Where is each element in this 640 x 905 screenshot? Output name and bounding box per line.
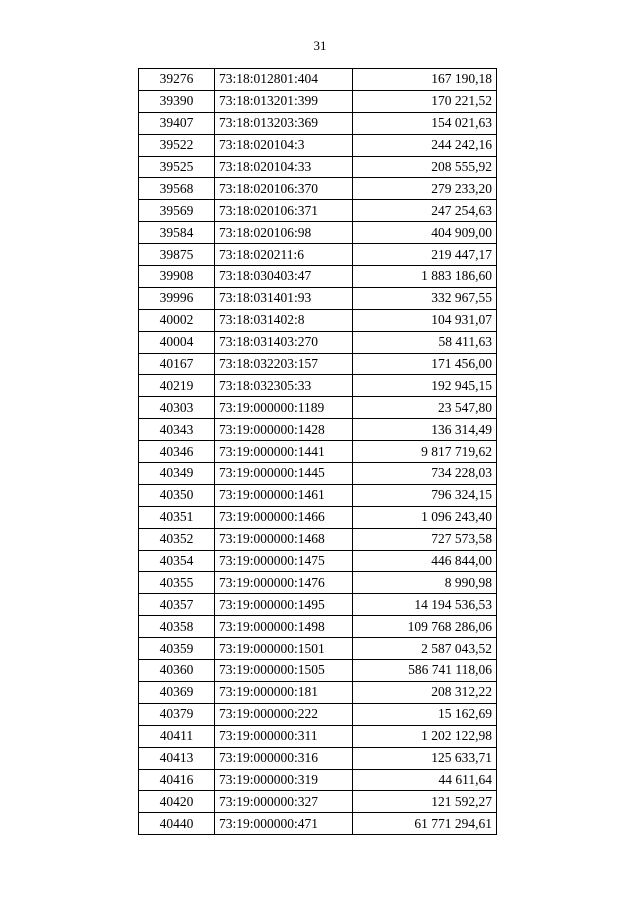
row-number-cell: 39569 bbox=[139, 200, 215, 222]
cadastral-number-cell: 73:18:020104:3 bbox=[215, 134, 353, 156]
cadastral-number-cell: 73:19:000000:1501 bbox=[215, 638, 353, 660]
table-row bbox=[139, 791, 497, 813]
cadastral-value-cell: 104 931,07 bbox=[353, 309, 497, 331]
cadastral-number-cell: 73:19:000000:319 bbox=[215, 769, 353, 791]
cadastral-number-cell: 73:19:000000:316 bbox=[215, 747, 353, 769]
table-row bbox=[139, 594, 497, 616]
cadastral-value-cell: 586 741 118,06 bbox=[353, 660, 497, 682]
row-number-cell: 40413 bbox=[139, 747, 215, 769]
table-row bbox=[139, 397, 497, 419]
cadastral-value-cell: 154 021,63 bbox=[353, 112, 497, 134]
cadastral-value-cell: 171 456,00 bbox=[353, 353, 497, 375]
cadastral-number-cell: 73:19:000000:1466 bbox=[215, 506, 353, 528]
table-row bbox=[139, 441, 497, 463]
row-number-cell: 40343 bbox=[139, 419, 215, 441]
cadastral-value-cell: 208 555,92 bbox=[353, 156, 497, 178]
row-number-cell: 40346 bbox=[139, 441, 215, 463]
cadastral-number-cell: 73:18:032305:33 bbox=[215, 375, 353, 397]
cadastral-number-cell: 73:18:020106:370 bbox=[215, 178, 353, 200]
cadastral-value-cell: 796 324,15 bbox=[353, 484, 497, 506]
table-row bbox=[139, 660, 497, 682]
cadastral-value-cell: 167 190,18 bbox=[353, 69, 497, 91]
cadastral-value-cell: 58 411,63 bbox=[353, 331, 497, 353]
row-number-cell: 40360 bbox=[139, 660, 215, 682]
row-number-cell: 40303 bbox=[139, 397, 215, 419]
table-row bbox=[139, 309, 497, 331]
table-row bbox=[139, 506, 497, 528]
cadastral-value-cell: 14 194 536,53 bbox=[353, 594, 497, 616]
cadastral-value-cell: 15 162,69 bbox=[353, 703, 497, 725]
cadastral-number-cell: 73:19:000000:311 bbox=[215, 725, 353, 747]
cadastral-value-cell: 247 254,63 bbox=[353, 200, 497, 222]
row-number-cell: 40002 bbox=[139, 309, 215, 331]
cadastral-value-cell: 332 967,55 bbox=[353, 287, 497, 309]
cadastral-number-cell: 73:19:000000:222 bbox=[215, 703, 353, 725]
cadastral-number-cell: 73:18:020106:371 bbox=[215, 200, 353, 222]
row-number-cell: 39390 bbox=[139, 90, 215, 112]
table-row bbox=[139, 813, 497, 835]
table-row bbox=[139, 769, 497, 791]
table-row bbox=[139, 178, 497, 200]
cadastral-value-cell: 1 883 186,60 bbox=[353, 266, 497, 288]
row-number-cell: 40357 bbox=[139, 594, 215, 616]
cadastral-number-cell: 73:19:000000:1445 bbox=[215, 463, 353, 485]
table-row bbox=[139, 725, 497, 747]
cadastral-value-cell: 9 817 719,62 bbox=[353, 441, 497, 463]
cadastral-number-cell: 73:18:020104:33 bbox=[215, 156, 353, 178]
table-row bbox=[139, 287, 497, 309]
row-number-cell: 40355 bbox=[139, 572, 215, 594]
table-row bbox=[139, 681, 497, 703]
table-row bbox=[139, 419, 497, 441]
row-number-cell: 40349 bbox=[139, 463, 215, 485]
cadastral-value-cell: 1 096 243,40 bbox=[353, 506, 497, 528]
row-number-cell: 40167 bbox=[139, 353, 215, 375]
table-row bbox=[139, 616, 497, 638]
row-number-cell: 40359 bbox=[139, 638, 215, 660]
table-row bbox=[139, 638, 497, 660]
cadastral-value-cell: 121 592,27 bbox=[353, 791, 497, 813]
table-row bbox=[139, 112, 497, 134]
table-row bbox=[139, 134, 497, 156]
cadastral-number-cell: 73:18:013201:399 bbox=[215, 90, 353, 112]
cadastral-number-cell: 73:18:012801:404 bbox=[215, 69, 353, 91]
cadastral-number-cell: 73:18:031403:270 bbox=[215, 331, 353, 353]
cadastral-number-cell: 73:19:000000:1461 bbox=[215, 484, 353, 506]
cadastral-value-cell: 61 771 294,61 bbox=[353, 813, 497, 835]
row-number-cell: 40352 bbox=[139, 528, 215, 550]
table-row bbox=[139, 156, 497, 178]
cadastral-number-cell: 73:18:032203:157 bbox=[215, 353, 353, 375]
table-row bbox=[139, 703, 497, 725]
row-number-cell: 40219 bbox=[139, 375, 215, 397]
table-row bbox=[139, 266, 497, 288]
cadastral-value-cell: 244 242,16 bbox=[353, 134, 497, 156]
cadastral-value-cell: 727 573,58 bbox=[353, 528, 497, 550]
row-number-cell: 39525 bbox=[139, 156, 215, 178]
table-row bbox=[139, 200, 497, 222]
row-number-cell: 40358 bbox=[139, 616, 215, 638]
row-number-cell: 40416 bbox=[139, 769, 215, 791]
table-row bbox=[139, 550, 497, 572]
cadastral-number-cell: 73:19:000000:1476 bbox=[215, 572, 353, 594]
cadastral-number-cell: 73:19:000000:181 bbox=[215, 681, 353, 703]
row-number-cell: 39568 bbox=[139, 178, 215, 200]
table-row bbox=[139, 353, 497, 375]
cadastral-value-table bbox=[138, 68, 497, 835]
row-number-cell: 39522 bbox=[139, 134, 215, 156]
cadastral-number-cell: 73:18:020106:98 bbox=[215, 222, 353, 244]
row-number-cell: 40350 bbox=[139, 484, 215, 506]
table-row bbox=[139, 90, 497, 112]
row-number-cell: 40369 bbox=[139, 681, 215, 703]
row-number-cell: 40440 bbox=[139, 813, 215, 835]
cadastral-value-cell: 44 611,64 bbox=[353, 769, 497, 791]
cadastral-value-cell: 219 447,17 bbox=[353, 244, 497, 266]
row-number-cell: 40351 bbox=[139, 506, 215, 528]
cadastral-value-cell: 8 990,98 bbox=[353, 572, 497, 594]
cadastral-value-cell: 279 233,20 bbox=[353, 178, 497, 200]
cadastral-number-cell: 73:19:000000:1468 bbox=[215, 528, 353, 550]
table-row bbox=[139, 572, 497, 594]
table-body bbox=[139, 69, 497, 835]
table-row bbox=[139, 69, 497, 91]
table-row bbox=[139, 375, 497, 397]
cadastral-number-cell: 73:18:020211:6 bbox=[215, 244, 353, 266]
row-number-cell: 40411 bbox=[139, 725, 215, 747]
cadastral-value-cell: 136 314,49 bbox=[353, 419, 497, 441]
cadastral-value-cell: 446 844,00 bbox=[353, 550, 497, 572]
row-number-cell: 40379 bbox=[139, 703, 215, 725]
cadastral-number-cell: 73:18:031402:8 bbox=[215, 309, 353, 331]
cadastral-number-cell: 73:19:000000:1475 bbox=[215, 550, 353, 572]
cadastral-number-cell: 73:19:000000:1441 bbox=[215, 441, 353, 463]
cadastral-number-cell: 73:18:013203:369 bbox=[215, 112, 353, 134]
row-number-cell: 39407 bbox=[139, 112, 215, 134]
cadastral-value-cell: 109 768 286,06 bbox=[353, 616, 497, 638]
cadastral-number-cell: 73:19:000000:1505 bbox=[215, 660, 353, 682]
cadastral-number-cell: 73:19:000000:1495 bbox=[215, 594, 353, 616]
row-number-cell: 40354 bbox=[139, 550, 215, 572]
row-number-cell: 39996 bbox=[139, 287, 215, 309]
cadastral-value-cell: 404 909,00 bbox=[353, 222, 497, 244]
cadastral-value-cell: 170 221,52 bbox=[353, 90, 497, 112]
cadastral-value-cell: 125 633,71 bbox=[353, 747, 497, 769]
cadastral-value-cell: 192 945,15 bbox=[353, 375, 497, 397]
cadastral-number-cell: 73:19:000000:1498 bbox=[215, 616, 353, 638]
row-number-cell: 40420 bbox=[139, 791, 215, 813]
cadastral-value-cell: 2 587 043,52 bbox=[353, 638, 497, 660]
cadastral-number-cell: 73:19:000000:327 bbox=[215, 791, 353, 813]
table-row bbox=[139, 747, 497, 769]
table-row bbox=[139, 244, 497, 266]
row-number-cell: 39908 bbox=[139, 266, 215, 288]
cadastral-number-cell: 73:18:030403:47 bbox=[215, 266, 353, 288]
table-row bbox=[139, 484, 497, 506]
row-number-cell: 39875 bbox=[139, 244, 215, 266]
cadastral-number-cell: 73:19:000000:471 bbox=[215, 813, 353, 835]
cadastral-number-cell: 73:18:031401:93 bbox=[215, 287, 353, 309]
table-row bbox=[139, 331, 497, 353]
table-row bbox=[139, 222, 497, 244]
cadastral-number-cell: 73:19:000000:1428 bbox=[215, 419, 353, 441]
cadastral-value-cell: 1 202 122,98 bbox=[353, 725, 497, 747]
page-number: 31 bbox=[313, 38, 327, 53]
cadastral-value-cell: 734 228,03 bbox=[353, 463, 497, 485]
table-row bbox=[139, 528, 497, 550]
row-number-cell: 39584 bbox=[139, 222, 215, 244]
cadastral-number-cell: 73:19:000000:1189 bbox=[215, 397, 353, 419]
row-number-cell: 39276 bbox=[139, 69, 215, 91]
row-number-cell: 40004 bbox=[139, 331, 215, 353]
cadastral-value-cell: 23 547,80 bbox=[353, 397, 497, 419]
table-row bbox=[139, 463, 497, 485]
cadastral-value-cell: 208 312,22 bbox=[353, 681, 497, 703]
